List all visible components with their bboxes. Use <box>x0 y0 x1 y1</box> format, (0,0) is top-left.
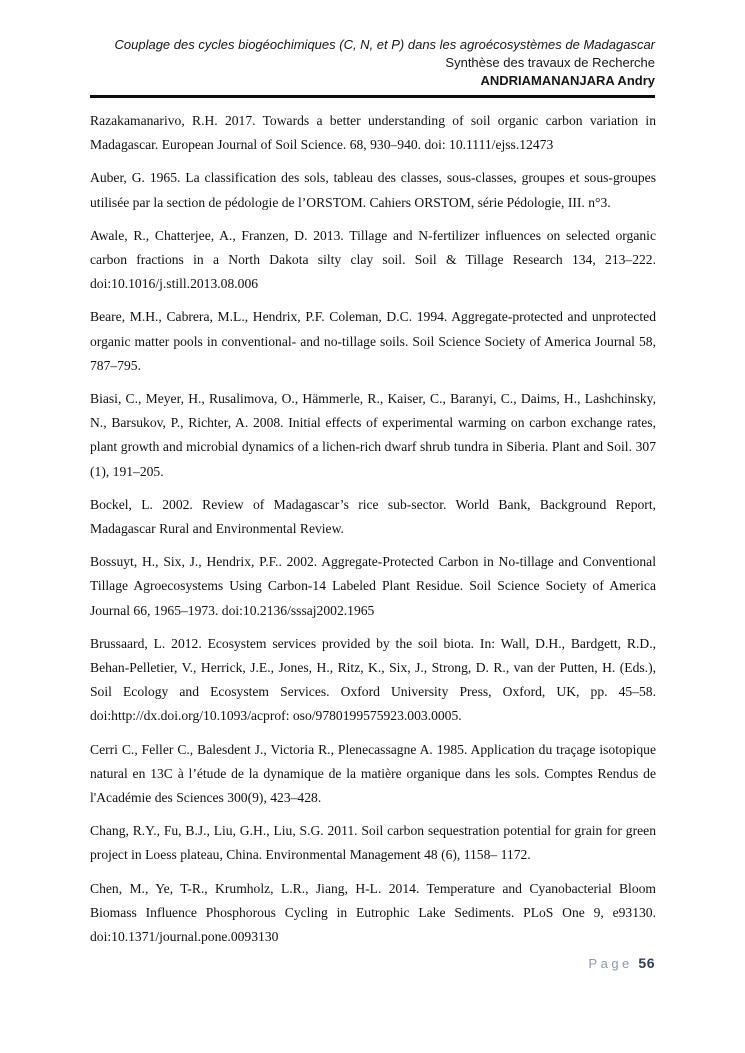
page-label: Page <box>588 956 633 971</box>
reference-item: Awale, R., Chatterjee, A., Franzen, D. 2013. Tillage and N-fertilizer influences on selected organic carbon fractions in a North Dakota silty clay soil. Soil & Tillage Research 134, 213–222. doi:10.1016/j.still.2013.08.006 <box>90 227 656 292</box>
reference-item: Auber, G. 1965. La classification des sols, tableau des classes, sous-classes, groupes et sous-groupes utilisée par la section de pédologie de l’ORSTOM. Cahiers ORSTOM, série Pédologie, III. n°3. <box>90 170 656 210</box>
page-footer <box>588 955 655 971</box>
reference-item: Beare, M.H., Cabrera, M.L., Hendrix, P.F. Coleman, D.C. 1994. Aggregate-protected and unprotected organic matter pools in conventional- and no-tillage soils. Soil Science Society of America Journal 58, 787–795. <box>90 309 656 373</box>
reference-item: Razakamanarivo, R.H. 2017. Towards a better understanding of soil organic carbon variation in Madagascar. European Journal of Soil Science. 68, 930–940. doi: 10.1111/ejss.12473 <box>90 113 656 153</box>
page-number: 56 <box>638 955 655 971</box>
reference-item: Bossuyt, H., Six, J., Hendrix, P.F.. 2002. Aggregate-Protected Carbon in No-tillage and Conventional Tillage Agroecosystems Using Carbon-14 Labeled Plant Residue. Soil Science Society of America Journal 66, 1965–1973. doi:10.2136/sssaj2002.1965 <box>90 554 656 618</box>
document-header <box>0 0 745 90</box>
header-subtitle: Synthèse des travaux de Recherche <box>445 55 655 70</box>
reference-item: Chang, R.Y., Fu, B.J., Liu, G.H., Liu, S.G. 2011. Soil carbon sequestration potential for grain for green project in Loess plateau, China. Environmental Management 48 (6), 1158– 1172. <box>90 823 656 863</box>
reference-item: Cerri C., Feller C., Balesdent J., Victoria R., Plenecassagne A. 1985. Application du traçage isotopique natural en 13C à l’étude de la dynamique de la matière organique dans les sols. Comptes Rendus de l'Académie des Sciences 300(9), 423–428. <box>90 741 656 806</box>
reference-item: Biasi, C., Meyer, H., Rusalimova, O., Hämmerle, R., Kaiser, C., Baranyi, C., Daims, H., Lashchinsky, N., Barsukov, P., Richter, A. 2008. Initial effects of experimental warming on carbon exchange rates, plant growth and microbial dynamics of a lichen-rich dwarf shrub tundra in Siberia. Plant and Soil. 307 (1), 191–205. <box>90 391 656 479</box>
header-author: ANDRIAMANANJARA Andry <box>480 73 655 88</box>
reference-item: Chen, M., Ye, T-R., Krumholz, L.R., Jiang, H-L. 2014. Temperature and Cyanobacterial Bloom Biomass Influence Phosphorous Cycling in Eutrophic Lake Sediments. PLoS One 9, e93130. doi:10.1371/journal.pone.0093130 <box>90 880 656 945</box>
header-title: Couplage des cycles biogéochimiques (C, N, et P) dans les agroécosystèmes de Madagascar <box>114 37 655 52</box>
references-list <box>0 98 745 949</box>
reference-item: Brussaard, L. 2012. Ecosystem services provided by the soil biota. In: Wall, D.H., Bardgett, R.D., Behan-Pelletier, V., Herrick, J.E., Jones, H., Ritz, K., Six, J., Strong, D. R., van der Putten, H. (Eds.), Soil Ecology and Ecosystem Services. Oxford University Press, Oxford, UK, pp. 45–58. doi:http://dx.doi.org/10.1093/acprof: oso/9780199575923.003.0005. <box>90 635 656 724</box>
reference-item: Bockel, L. 2002. Review of Madagascar’s rice sub-sector. World Bank, Background Report, Madagascar Rural and Environmental Review. <box>90 496 656 537</box>
